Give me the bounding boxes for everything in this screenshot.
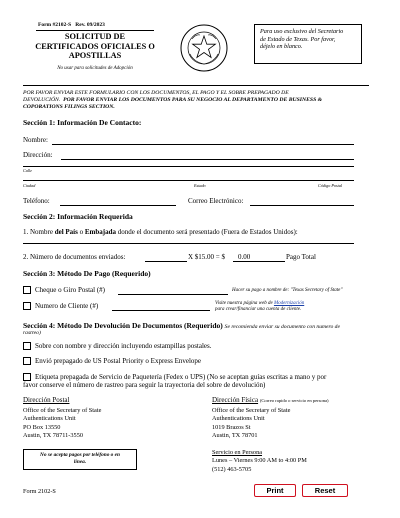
modernization-note-a: Visite nuestra página web de bbox=[215, 301, 273, 306]
country-q-a: 1. Nombre bbox=[23, 228, 53, 236]
in-person-phone: (512) 463-5705 bbox=[212, 465, 252, 473]
documents-count-label: 2. Número de documentos enviados: bbox=[23, 253, 126, 261]
office-use-line3: déjelo en blanco. bbox=[260, 43, 303, 50]
usps-envelope-label: Envió prepagado de US Postal Priority o Express Envelope bbox=[35, 357, 202, 365]
in-person-service bbox=[212, 449, 307, 474]
form-title bbox=[28, 32, 162, 61]
address-label: Dirección: bbox=[23, 151, 53, 159]
name-field[interactable] bbox=[52, 144, 354, 145]
no-phone-line1: No se acepta pagos por teléfono o en bbox=[40, 452, 120, 458]
header-rule bbox=[36, 30, 154, 31]
section2-heading: Sección 2: Información Requerida bbox=[23, 212, 133, 221]
country-q-b: del País bbox=[54, 228, 78, 236]
country-q-e: donde el documento será presentado (Fuera de Estados Unidos): bbox=[117, 228, 298, 236]
no-phone-line2: línea. bbox=[73, 459, 87, 465]
country-q-d: Embajada bbox=[84, 228, 116, 236]
phone-label: Teléfono: bbox=[23, 197, 50, 205]
physical-address-title-wrap bbox=[212, 396, 329, 405]
header-divider bbox=[23, 85, 369, 86]
in-person-hours: Lunes – Viernes 9:00 AM to 4:00 PM bbox=[212, 457, 307, 465]
client-number-field[interactable] bbox=[112, 310, 210, 311]
total-payment-label: Pago Total bbox=[286, 253, 316, 261]
check-money-order-checkbox[interactable] bbox=[23, 286, 31, 294]
physical-address-title: Dirección Física bbox=[212, 396, 259, 404]
instructions-line1: POR FAVOR ENVIAR ESTE FORMULARIO CON LOS DOCUMENTOS, EL PAGO Y EL SOBRE PREPAGADO DE bbox=[23, 90, 289, 96]
modernization-note bbox=[215, 301, 365, 313]
postal-address bbox=[23, 407, 101, 440]
usps-envelope-checkbox[interactable] bbox=[23, 357, 31, 365]
physical-line1: Office of the Secretary of State bbox=[212, 407, 291, 414]
address-field-1[interactable] bbox=[61, 159, 354, 160]
instructions bbox=[23, 90, 373, 111]
address-field-2[interactable] bbox=[23, 166, 354, 167]
postal-address-title: Dirección Postal bbox=[23, 396, 70, 404]
office-use-text bbox=[260, 28, 360, 51]
physical-address bbox=[212, 407, 290, 440]
instructions-line3: COPORATIONS FILINGS SECTION. bbox=[23, 104, 115, 110]
footer-form-id: Form 2102-S bbox=[23, 488, 56, 495]
form-rev: Rev. 09/2023 bbox=[75, 22, 105, 28]
instructions-line2 bbox=[23, 97, 373, 104]
city-caption: Ciudad bbox=[23, 183, 36, 188]
email-label: Correo Electrónico: bbox=[188, 197, 244, 205]
modernization-note-line2: para crear/financiar una cuenta de cliente. bbox=[215, 307, 302, 312]
no-phone-payment-text bbox=[26, 452, 134, 466]
section4-heading-note2: rastreo) bbox=[23, 330, 41, 336]
name-label: Nombre: bbox=[23, 136, 48, 144]
section1-heading: Sección 1: Información De Contacto: bbox=[23, 118, 142, 127]
client-number-label: Numero de Cliente (#) bbox=[35, 302, 99, 310]
section4-heading-note: Se recomienda enviar su documento con numero de bbox=[224, 324, 340, 330]
physical-line4: Austin, TX 78701 bbox=[212, 431, 258, 439]
total-amount: 0.00 bbox=[238, 253, 251, 261]
adoption-note: No usar para solicitudes de Adopción bbox=[57, 66, 133, 71]
return-envelope-checkbox[interactable] bbox=[23, 342, 31, 350]
return-envelope-label: Sobre con nombre y dirección incluyendo estampillas postales. bbox=[35, 342, 212, 350]
section4-heading-wrap bbox=[23, 321, 373, 332]
form-number: Form #2102-S bbox=[38, 22, 72, 28]
form-number-line bbox=[38, 22, 105, 28]
office-use-line2: de Estado de Texas. Por favor, bbox=[260, 35, 336, 43]
postal-line1: Office of the Secretary of State bbox=[23, 407, 102, 414]
zip-caption: Código Postal bbox=[318, 183, 343, 188]
country-field[interactable] bbox=[23, 243, 354, 244]
courier-label-line1: Etiqueta prepagada de Servicio de Paquetería (Fedex o UPS) (No se aceptan guías escritas a mano y por bbox=[35, 373, 327, 381]
reset-button[interactable]: Reset bbox=[302, 484, 348, 497]
form-title-line3: APOSTILLAS bbox=[68, 51, 122, 60]
physical-address-note: (Correo rapido o servicio en persona) bbox=[259, 398, 329, 403]
modernization-link[interactable]: Modernización bbox=[273, 301, 305, 306]
courier-label-text bbox=[35, 373, 375, 381]
country-q-c: o bbox=[79, 228, 84, 236]
texas-seal bbox=[180, 24, 228, 72]
office-use-box bbox=[254, 24, 362, 64]
physical-line2: Authentications Unit bbox=[212, 415, 265, 423]
postal-line4: Austin, TX 78711-3550 bbox=[23, 431, 83, 439]
physical-line3: 1019 Brazos St bbox=[212, 423, 251, 431]
no-phone-payment-box bbox=[23, 449, 137, 470]
documents-count-field[interactable] bbox=[145, 261, 187, 262]
print-button[interactable]: Print bbox=[254, 484, 296, 497]
country-question bbox=[23, 228, 298, 236]
postal-line2: Authentications Unit bbox=[23, 415, 76, 423]
postal-line3: PO Box 13550 bbox=[23, 423, 61, 431]
phone-field[interactable] bbox=[60, 205, 176, 206]
payable-note: Hacer su pago a nombre de: "Texas Secretary of State" bbox=[232, 288, 343, 293]
price-formula: X $15.00 = $ bbox=[188, 253, 226, 261]
city-field[interactable] bbox=[23, 180, 354, 181]
form-title-line1: SOLICITUD DE bbox=[64, 32, 126, 41]
state-caption: Estado bbox=[194, 183, 206, 188]
section3-heading: Sección 3: Método De Pago (Requerido) bbox=[23, 269, 151, 278]
instructions-line2a: DEVOLUCIÓN. bbox=[23, 97, 61, 103]
instructions-line2b: POR FAVOR ENVIAR LOS DOCUMENTOS PARA SU NEGOCIO AL DEPARTAMENTO DE BUSINESS & bbox=[63, 97, 323, 103]
section4-heading: Sección 4: Método De Devolución De Documentos (Requerido) bbox=[23, 321, 223, 330]
form-title-line2: CERTIFICADOS OFICIALES O bbox=[35, 41, 155, 51]
client-number-checkbox[interactable] bbox=[23, 302, 31, 310]
in-person-title: Servicio en Persona bbox=[212, 449, 263, 456]
office-use-line1: Para uso exclusivo del Secretario bbox=[260, 28, 344, 35]
check-number-field[interactable] bbox=[118, 294, 228, 295]
total-amount-field[interactable] bbox=[233, 261, 285, 262]
street-caption: Calle bbox=[23, 168, 33, 173]
courier-label-checkbox[interactable] bbox=[23, 373, 31, 381]
check-money-order-label: Cheque o Giro Postal (#) bbox=[35, 286, 105, 294]
courier-label-line2: favor conserve el número de rastreo para seguir la trayectoria del sobre de devolución) bbox=[23, 381, 266, 389]
email-field[interactable] bbox=[250, 205, 354, 206]
